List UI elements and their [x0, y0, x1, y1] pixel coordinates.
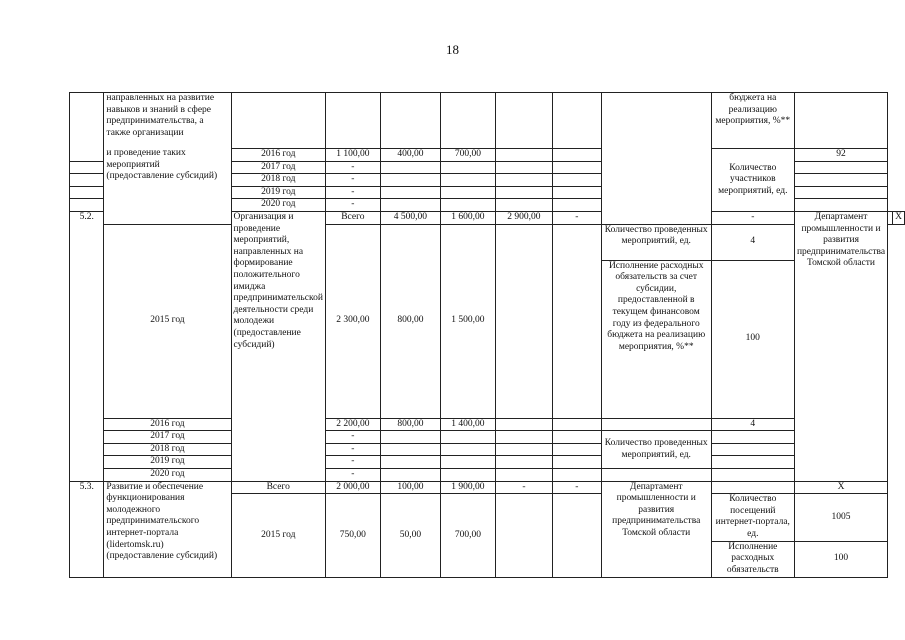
cont-total: - [325, 161, 380, 174]
fed-5-2-2015: 800,00 [380, 224, 440, 418]
cont-year: 2017 год [231, 161, 325, 174]
total-5-2-y: - [325, 456, 380, 469]
indicator-budget-val-5-2: 100 [711, 260, 794, 418]
program-table [69, 92, 905, 578]
row-number-5-2: 5.2. [70, 211, 104, 481]
indicator-events-5-2-b: Количество проведенных мероприятий, ед. [601, 431, 711, 469]
indicator-budget-val-5-3: 100 [794, 541, 887, 577]
total-5-3-2015: 750,00 [325, 494, 380, 577]
reg-5-3-2015: 700,00 [441, 494, 496, 577]
reg-5-2-y: 1 400,00 [441, 418, 496, 431]
year-5-2: 2017 год [104, 431, 231, 444]
indicator-budget-5-3: Исполнение расходных обязательств [711, 541, 794, 577]
reg-5-2: 2 900,00 [495, 211, 552, 224]
year-5-2: 2019 год [104, 456, 231, 469]
cont-year: 2020 год [231, 199, 325, 212]
cont-indicator-budget: бюджета на реализацию мероприятия, %** [711, 93, 794, 149]
cont-val: 92 [794, 149, 887, 162]
year-5-2: 2016 год [104, 418, 231, 431]
total-5-2-2015: 2 300,00 [325, 224, 380, 418]
total-5-3: 2 000,00 [325, 481, 380, 494]
mun-5-3: - [495, 481, 552, 494]
total-val-5-3: Х [794, 481, 887, 494]
page-number: 18 [446, 42, 459, 57]
indicator-events-val-5-2: 4 [711, 224, 794, 260]
indicator-budget-5-2: Исполнение расходных обязательств за счет субсидии, предоставленной в текущем финансовом году из федерального бюджета на реализацию мероприятия, %** [601, 260, 711, 418]
cont-fed: 400,00 [380, 149, 440, 162]
reg-5-2-2015: 1 500,00 [441, 224, 496, 418]
row-number-5-3: 5.3. [70, 481, 104, 577]
indicator-events-5-2: Количество проведенных мероприятий, ед. [601, 224, 711, 260]
year-5-2: 2018 год [104, 443, 231, 456]
cont-indicator-participants: Количество участников мероприятий, ед. [711, 149, 794, 212]
cont-year: 2018 год [231, 174, 325, 187]
reg-5-3: 1 900,00 [441, 481, 496, 494]
total-val-5-2: Х [893, 211, 905, 224]
fed-5-3: 100,00 [380, 481, 440, 494]
year-5-2-2015: 2015 год [104, 224, 231, 418]
cont-total: - [325, 174, 380, 187]
fed-5-2-y: 800,00 [380, 418, 440, 431]
total-5-2-y: 2 200,00 [325, 418, 380, 431]
cont-num-cell [70, 93, 104, 162]
indicator-visits-5-3: Количество посещений интернет-портала, ед. [711, 494, 794, 541]
extra-5-2: - [711, 211, 794, 224]
total-label-5-3: Всего [231, 481, 325, 494]
total-5-2: 4 500,00 [380, 211, 440, 224]
cont-total: - [325, 186, 380, 199]
mun-5-2: - [552, 211, 601, 224]
dept-5-3: Департамент промышленности и развития предпринимательства Томской области [601, 481, 711, 577]
row-name-5-3: Развитие и обеспечение функционирования молодежного предпринимательского интернет-портала (lidertomsk.ru) (предоставление субсидий) [104, 481, 231, 577]
cont-name-cell [104, 93, 231, 225]
cont-total: - [325, 199, 380, 212]
total-label-5-2: Всего [325, 211, 380, 224]
fed-5-3-2015: 50,00 [380, 494, 440, 577]
year-5-2: 2020 год [104, 468, 231, 481]
extra-5-3: - [552, 481, 601, 494]
total-5-2-y: - [325, 468, 380, 481]
row-name-5-2: Организация и проведение мероприятий, направленных на формирование положительного имиджа предпринимательской деятельности среди молодежи (предоставление субсидий) [231, 211, 325, 481]
indicator-visits-val-5-3: 1005 [794, 494, 887, 541]
cont-year: 2019 год [231, 186, 325, 199]
fed-5-2: 1 600,00 [441, 211, 496, 224]
cont-reg: 700,00 [441, 149, 496, 162]
cont-name-bottom: и проведение таких мероприятий (предоставление субсидий) [106, 148, 218, 182]
total-5-2-y: - [325, 431, 380, 444]
year-5-3-2015: 2015 год [231, 494, 325, 577]
cont-dept-cell [601, 93, 711, 225]
val-5-2-y: 4 [711, 418, 794, 431]
cont-year: 2016 год [231, 149, 325, 162]
cont-name-top: направленных на развитие навыков и знаний в сфере предпринимательства, а также организации [106, 93, 215, 138]
total-5-2-y: - [325, 443, 380, 456]
cont-total: 1 100,00 [325, 149, 380, 162]
dept-5-2: Департамент промышленности и развития предпринимательства Томской области [794, 211, 887, 481]
